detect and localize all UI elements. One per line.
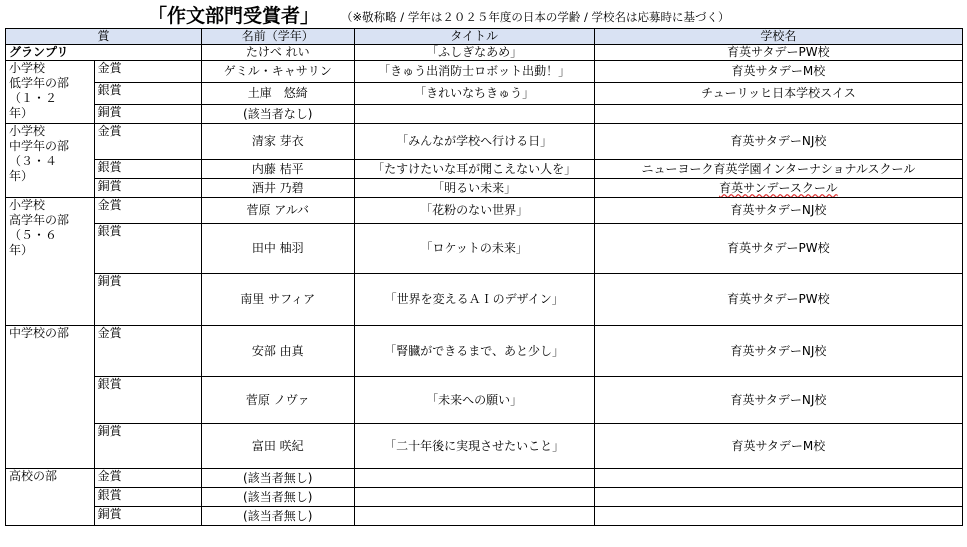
school-name: チューリッヒ日本学校スイス bbox=[594, 83, 962, 105]
winner-name: 富田 咲紀 bbox=[201, 424, 354, 469]
winner-name: 菅原 ノヴァ bbox=[201, 377, 354, 424]
essay-title bbox=[354, 105, 594, 124]
category-label: 中学校の部 bbox=[9, 326, 70, 340]
award-label: 銅賞 bbox=[94, 105, 201, 124]
winner-name: 安部 由真 bbox=[201, 326, 354, 377]
school-name: 育英サタデーPW校 bbox=[594, 45, 962, 61]
table-row bbox=[6, 160, 963, 179]
essay-title: 「ロケットの未来」 bbox=[354, 224, 594, 274]
essay-title: 「二十年後に実現させたいこと」 bbox=[354, 424, 594, 469]
winner-name: 内藤 桔平 bbox=[201, 160, 354, 179]
essay-title: 「きれいなちきゅう」 bbox=[354, 83, 594, 105]
winner-name: 菅原 アルバ bbox=[201, 198, 354, 224]
table-row bbox=[6, 326, 963, 377]
essay-title: 「たすけたいな耳が聞こえない人を」 bbox=[354, 160, 594, 179]
essay-title: 「未来への願い」 bbox=[354, 377, 594, 424]
school-name: 育英サタデーPW校 bbox=[594, 224, 962, 274]
school-name: 育英サタデーNJ校 bbox=[594, 198, 962, 224]
header-award: 賞 bbox=[6, 29, 202, 45]
award-label: 銅賞 bbox=[94, 424, 201, 469]
winner-name: 酒井 乃碧 bbox=[201, 179, 354, 198]
award-label: 銀賞 bbox=[94, 160, 201, 179]
award-label: 金賞 bbox=[94, 326, 201, 377]
school-name-text: 育英サンデースクール bbox=[719, 180, 838, 195]
table-row bbox=[6, 61, 963, 83]
winner-name: 清家 芽衣 bbox=[201, 124, 354, 160]
table-row bbox=[6, 198, 963, 224]
award-label: 銅賞 bbox=[94, 274, 201, 326]
school-name bbox=[594, 179, 962, 198]
essay-title: 「みんなが学校へ行ける日」 bbox=[354, 124, 594, 160]
school-name bbox=[594, 507, 962, 526]
table-row bbox=[6, 377, 963, 424]
school-name: 育英サタデーNJ校 bbox=[594, 377, 962, 424]
award-table bbox=[5, 28, 963, 526]
category-upper-elementary bbox=[6, 198, 95, 326]
winner-name: 南里 サフィア bbox=[201, 274, 354, 326]
category-label: 高校の部 bbox=[9, 469, 58, 483]
table-row bbox=[6, 424, 963, 469]
award-label: 金賞 bbox=[94, 61, 201, 83]
header-school: 学校名 bbox=[594, 29, 962, 45]
category-middle-elementary bbox=[6, 124, 95, 198]
essay-title: 「世界を変えるＡＩのデザイン」 bbox=[354, 274, 594, 326]
header-title: タイトル bbox=[354, 29, 594, 45]
table-row bbox=[6, 507, 963, 526]
category-lower-elementary bbox=[6, 61, 95, 124]
category-label: 小学校 低学年の部 （１・２ 年） bbox=[9, 61, 70, 120]
school-name bbox=[594, 105, 962, 124]
award-label: 銅賞 bbox=[94, 507, 201, 526]
table-row bbox=[6, 488, 963, 507]
table-row bbox=[6, 224, 963, 274]
table-row bbox=[6, 179, 963, 198]
winner-name: (該当者無し) bbox=[201, 469, 354, 488]
essay-title bbox=[354, 469, 594, 488]
school-name: 育英サタデーNJ校 bbox=[594, 326, 962, 377]
school-name: 育英サタデーM校 bbox=[594, 61, 962, 83]
page-title: 「作文部門受賞者」 bbox=[148, 5, 320, 27]
award-label: 銅賞 bbox=[94, 179, 201, 198]
category-label: 小学校 中学年の部 （３・４ 年） bbox=[9, 124, 70, 183]
essay-title bbox=[354, 488, 594, 507]
school-name bbox=[594, 469, 962, 488]
essay-title: 「ふしぎなあめ」 bbox=[354, 45, 594, 61]
award-label: 金賞 bbox=[94, 124, 201, 160]
award-label: 金賞 bbox=[94, 469, 201, 488]
essay-title: 「腎臓ができるまで、あと少し」 bbox=[354, 326, 594, 377]
table-row bbox=[6, 105, 963, 124]
category-junior-high bbox=[6, 326, 95, 469]
essay-title: 「花粉のない世界」 bbox=[354, 198, 594, 224]
school-name: 育英サタデーM校 bbox=[594, 424, 962, 469]
header-row bbox=[6, 29, 963, 45]
winner-name: 田中 柚羽 bbox=[201, 224, 354, 274]
table-row bbox=[6, 124, 963, 160]
award-label: 銀賞 bbox=[94, 377, 201, 424]
school-name: 育英サタデーNJ校 bbox=[594, 124, 962, 160]
essay-title bbox=[354, 507, 594, 526]
winner-name: (該当者無し) bbox=[201, 488, 354, 507]
header-name: 名前（学年） bbox=[201, 29, 354, 45]
award-label: 銀賞 bbox=[94, 83, 201, 105]
category-high-school bbox=[6, 469, 95, 526]
category-label: 小学校 高学年の部 （５・６ 年） bbox=[9, 198, 70, 257]
title-row bbox=[0, 4, 967, 28]
grand-prix-label: グランプリ bbox=[6, 45, 202, 61]
school-name: 育英サタデーPW校 bbox=[594, 274, 962, 326]
winner-name: (該当者なし) bbox=[201, 105, 354, 124]
winner-name: (該当者無し) bbox=[201, 507, 354, 526]
table-row bbox=[6, 83, 963, 105]
award-label: 銀賞 bbox=[94, 488, 201, 507]
school-name: ニューヨーク育英学園インターナショナルスクール bbox=[594, 160, 962, 179]
table-row bbox=[6, 45, 963, 61]
essay-title: 「明るい未来」 bbox=[354, 179, 594, 198]
school-name bbox=[594, 488, 962, 507]
award-label: 金賞 bbox=[94, 198, 201, 224]
winner-name: ゲミル・キャサリン bbox=[201, 61, 354, 83]
essay-title: 「きゅう出消防士ロボット出動！」 bbox=[354, 61, 594, 83]
winner-name: 土庫 悠綺 bbox=[201, 83, 354, 105]
page-note: （※敬称略 / 学年は２０２５年度の日本の学齢 / 学校名は応募時に基づく） bbox=[341, 10, 730, 24]
table-row bbox=[6, 469, 963, 488]
table-row bbox=[6, 274, 963, 326]
winner-name: たけべ れい bbox=[201, 45, 354, 61]
award-label: 銀賞 bbox=[94, 224, 201, 274]
